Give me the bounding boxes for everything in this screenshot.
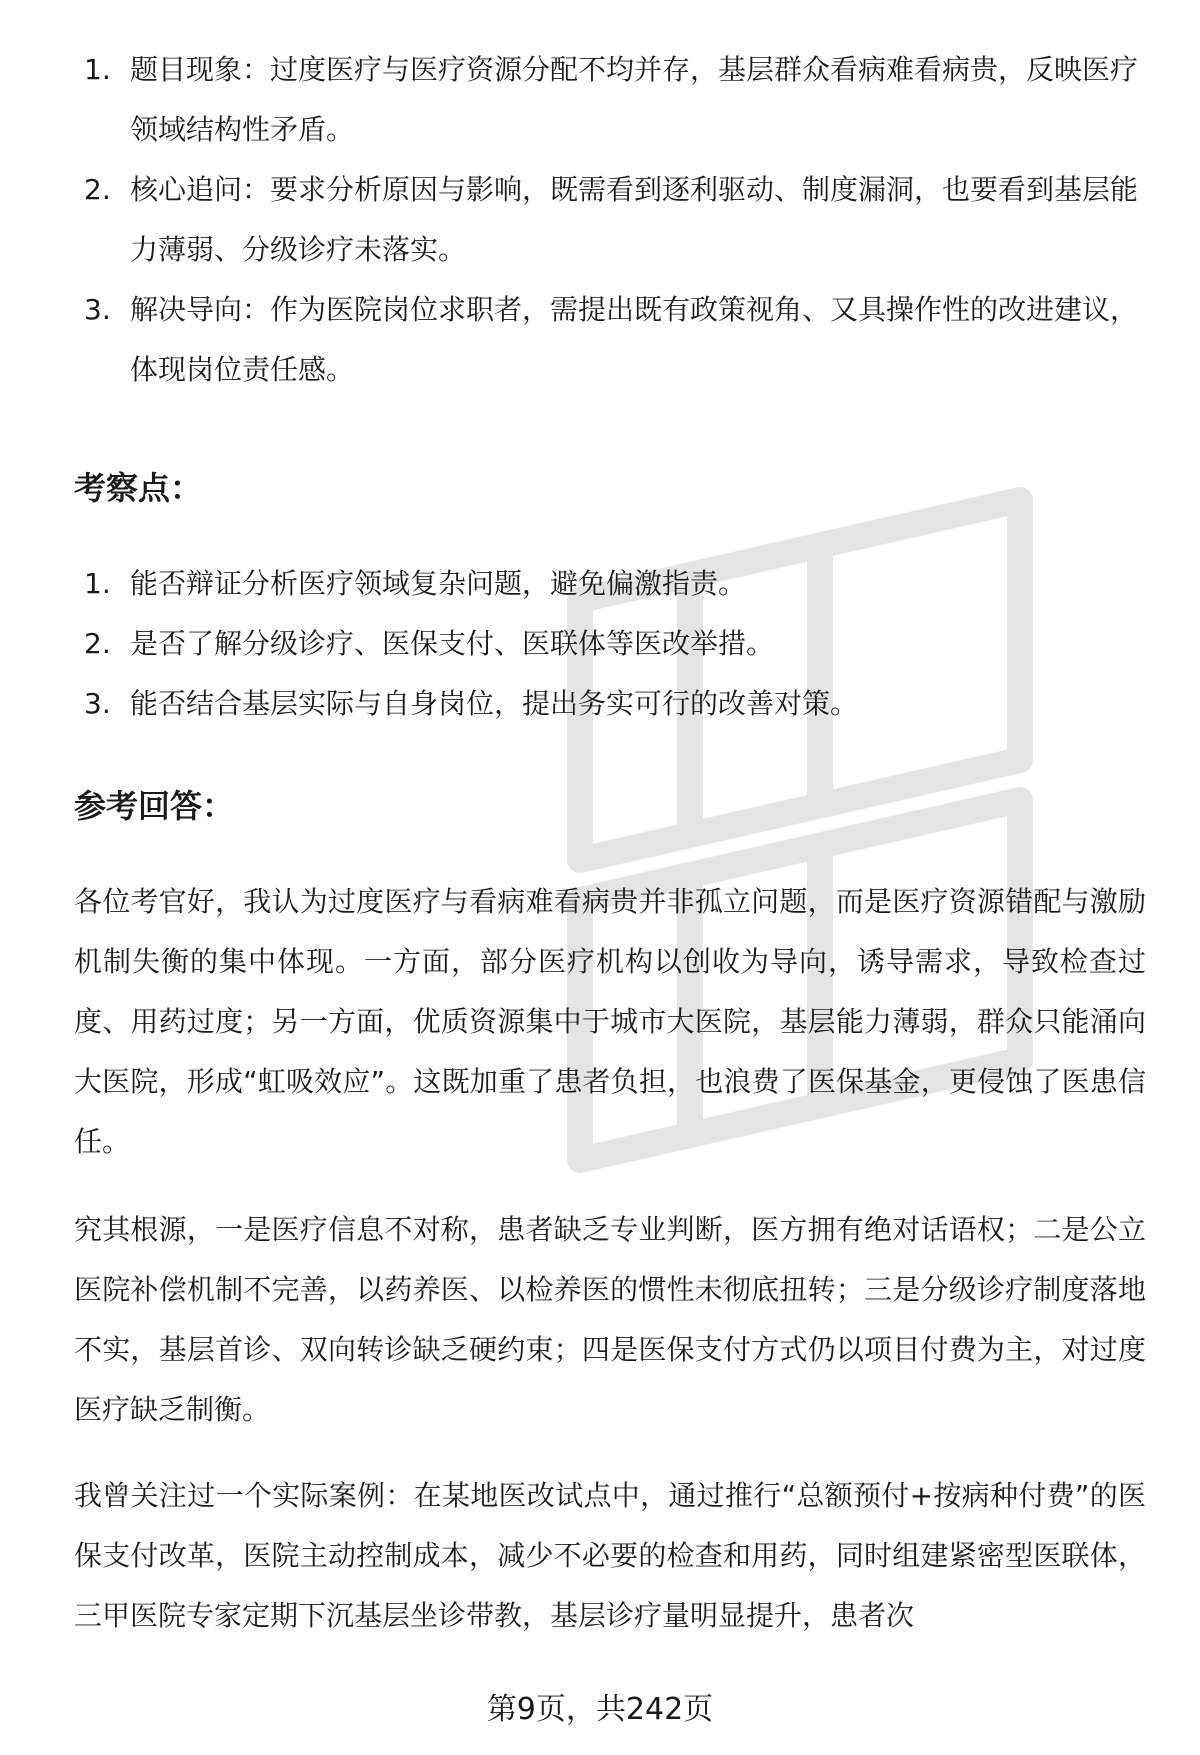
list-item — [84, 160, 1144, 280]
list-number: 3. — [84, 293, 111, 326]
answer-paragraph-1: 各位考官好，我认为过度医疗与看病难看病贵并非孤立问题，而是医疗资源错配与激励机制失衡的集中体现。一方面，部分医疗机构以创收为导向，诱导需求，导致检查过度、用药过度；另一方面，优质资源集中于城市大医院，基层能力薄弱，群众只能涌向大医院，形成“虹吸效应”。这既加重了患者负担，也浪费了医保基金，更侵蚀了医患信任。 — [74, 885, 1146, 1158]
list-text: 能否辩证分析医疗领域复杂问题，避免偏激指责。 — [130, 567, 747, 600]
list-text: 解决导向：作为医院岗位求职者，需提出既有政策视角、又具操作性的改进建议，体现岗位责任感。 — [130, 293, 1139, 386]
list-text: 核心追问：要求分析原因与影响，既需看到逐利驱动、制度漏洞，也要看到基层能力薄弱、分级诊疗未落实。 — [130, 173, 1139, 266]
exam-points-heading: 考察点： — [74, 469, 203, 507]
list-text: 能否结合基层实际与自身岗位，提出务实可行的改善对策。 — [130, 687, 859, 720]
list-number: 2. — [84, 627, 111, 660]
list-item — [84, 40, 1144, 160]
list-number: 3. — [84, 687, 111, 720]
list-number: 2. — [84, 173, 111, 206]
list-number: 1. — [84, 53, 111, 86]
list-item — [84, 554, 1144, 614]
answer-paragraph-3: 我曾关注过一个实际案例：在某地医改试点中，通过推行“总额预付+按病种付费”的医保支付改革，医院主动控制成本，减少不必要的检查和用药，同时组建紧密型医联体，三甲医院专家定期下沉基层坐诊带教，基层诊疗量明显提升，患者次 — [74, 1479, 1146, 1632]
answer-paragraph-2: 究其根源，一是医疗信息不对称，患者缺乏专业判断，医方拥有绝对话语权；二是公立医院补偿机制不完善，以药养医、以检养医的惯性未彻底扭转；三是分级诊疗制度落地不实，基层首诊、双向转诊缺乏硬约束；四是医保支付方式仍以项目付费为主，对过度医疗缺乏制衡。 — [74, 1213, 1146, 1426]
list-item — [84, 674, 1144, 734]
list-text: 是否了解分级诊疗、医保支付、医联体等医改举措。 — [130, 627, 775, 660]
page-number: 第9页，共242页 — [486, 1692, 714, 1727]
exam-points-list — [84, 554, 1144, 734]
list-number: 1. — [84, 567, 111, 600]
list-text: 题目现象：过度医疗与医疗资源分配不均并存，基层群众看病难看病贵，反映医疗领域结构性矛盾。 — [130, 53, 1139, 146]
list-item — [84, 280, 1144, 400]
answer-heading: 参考回答： — [74, 787, 235, 825]
intro-list — [84, 40, 1144, 400]
list-item — [84, 614, 1144, 674]
